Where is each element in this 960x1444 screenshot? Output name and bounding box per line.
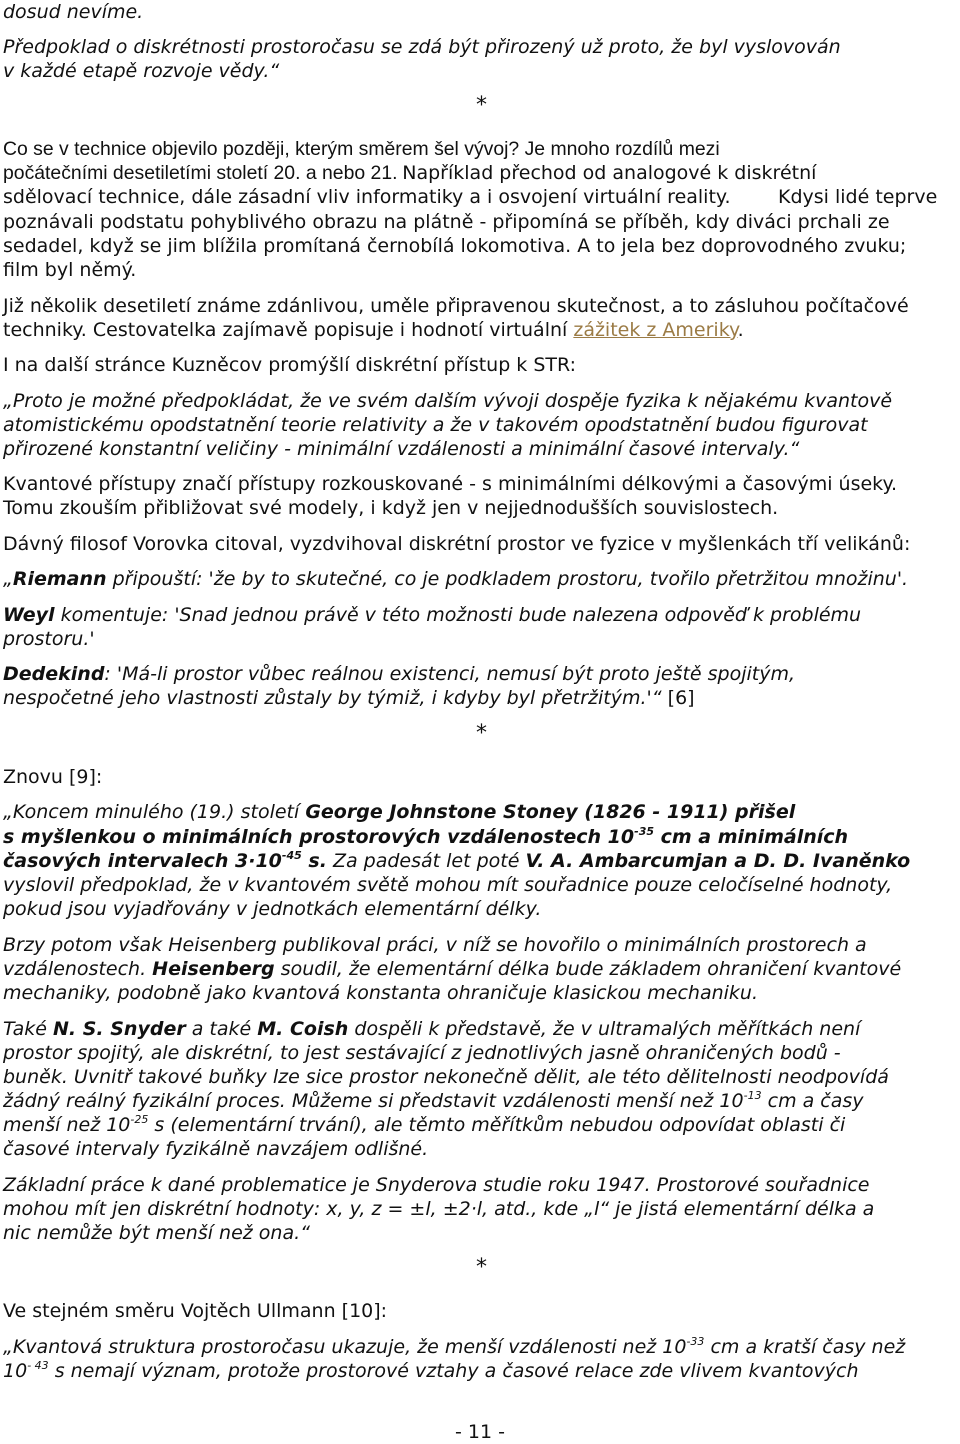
quote-line xyxy=(3,603,861,627)
text-line: Tomu zkouším přibližovat své modely, i když jen v nejjednodušších souvislostech. xyxy=(3,497,779,519)
quote-line: atomistickému opodstatnění teorie relativity a že v takovém opodstatnění budou figurovat xyxy=(3,414,868,436)
text-line: poznávali podstatu pohyblivého obrazu na plátně - připomíná se příběh, kdy diváci prchali ze xyxy=(3,211,890,233)
quote-line xyxy=(3,1359,859,1383)
text-span: cm a kratší časy než xyxy=(704,1336,906,1358)
quote-line: prostoru.' xyxy=(3,628,95,650)
quote-line xyxy=(3,1335,905,1359)
exponent: -25 xyxy=(130,1113,149,1126)
text-span: Kdysi lidé teprve xyxy=(778,186,938,208)
quote-line: buněk. Uvnitř takové buňky lze sice prostor nekonečně dělit, ale této dělitelnosti neodpovídá xyxy=(3,1066,889,1088)
quote-line: „Proto je možné předpokládat, že ve svém dalším vývoji dospěje fyzika k nějakému kvantově xyxy=(3,390,893,412)
text-line xyxy=(778,185,937,210)
text-span: cm a časy xyxy=(761,1090,864,1112)
text-span: Za padesát let poté xyxy=(326,850,526,872)
text-span: : 'Má-li prostor vůbec reálnou existenci, nemusí být proto ještě spojitým, xyxy=(104,663,796,685)
name-stoney: George Johnstone Stoney (1826 - 1911) přišel xyxy=(305,801,796,823)
quote-line xyxy=(3,662,795,686)
quote-line xyxy=(3,1113,845,1137)
text-span: připouští: 'že by to skutečné, co je podkladem prostoru, tvořilo přetržitou množinu'. xyxy=(106,568,909,590)
text-span: menší než 10 xyxy=(3,1114,131,1136)
quote-line xyxy=(3,686,695,710)
text-line: sdělovací technice, dále zásadní vliv informatiky a i osvojení virtuální reality. xyxy=(3,186,731,208)
text-line: film byl němý. xyxy=(3,259,137,281)
text-span: Také xyxy=(3,1018,53,1040)
quote-line xyxy=(3,849,910,873)
text-line: Kvantové přístupy značí přístupy rozkouskované - s minimálními délkovými a časovými úseky. xyxy=(3,473,898,495)
text-span: s myšlenkou o minimálních prostorových vzdálenostech 10 xyxy=(3,826,635,848)
exponent: -35 xyxy=(634,825,654,838)
text-span: dospěli k představě, že v ultramalých měřítkách není xyxy=(348,1018,861,1040)
text-span: žádný reálný fyzikální proces. Můžeme si představit vzdálenosti menší než 10 xyxy=(3,1090,744,1112)
quote-line: pokud jsou vyjadřovány v jednotkách elementární délky. xyxy=(3,898,542,920)
section-separator: * xyxy=(476,93,487,118)
quote-line: mechaniky, podobně jako kvantová konstanta ohraničuje klasickou mechaniku. xyxy=(3,982,758,1004)
quote-line xyxy=(3,1017,860,1041)
section-separator: * xyxy=(476,721,487,746)
text-line: Dávný filosof Vorovka citoval, vyzdvihoval diskrétní prostor ve fyzice v myšlenkách tří velikánů: xyxy=(3,533,911,555)
quote-line: časové intervaly fyzikálně navzájem odlišné. xyxy=(3,1138,429,1160)
quote-line: nic nemůže být menší než ona.“ xyxy=(3,1222,310,1244)
text-line: Znovu [9]: xyxy=(3,766,103,788)
quote-line: přirozené konstantní veličiny - minimální vzdálenosti a minimální časové intervaly.“ xyxy=(3,438,800,460)
text-span: s nemají význam, protože prostorové vztahy a časové relace zde vlivem kvantových xyxy=(48,1360,859,1382)
name-weyl: Weyl xyxy=(3,604,55,626)
text-line: I na další stránce Kuzněcov promýšlí diskrétní přístup k STR: xyxy=(3,354,577,376)
exponent: -33 xyxy=(686,1335,705,1348)
text-span: počátečními desetiletími století 20. a nebo 21. xyxy=(3,162,398,184)
name-snyder: N. S. Snyder xyxy=(53,1018,186,1040)
text-span: 10 xyxy=(3,1360,28,1382)
page-number: - 11 - xyxy=(455,1421,505,1443)
name-heisenberg: Heisenberg xyxy=(152,958,275,980)
exponent: -13 xyxy=(743,1089,762,1102)
quote-line: mohou mít jen diskrétní hodnoty: x, y, z = ±l, ±2·l, atd., kde „l“ je jistá elementární délka a xyxy=(3,1198,875,1220)
quote-line: Brzy potom však Heisenberg publikoval práci, v níž se hovořilo o minimálních prostorech a xyxy=(3,934,867,956)
quote-line: vyslovil předpoklad, že v kvantovém světě mohou mít souřadnice pouze celočíselné hodnoty, xyxy=(3,874,893,896)
text-span: . xyxy=(737,319,744,341)
exponent: -45 xyxy=(281,849,302,862)
quote-line: v každé etapě rozvoje vědy.“ xyxy=(3,60,280,82)
name-riemann: Riemann xyxy=(12,568,107,590)
text-span: s (elementární trvání), ale těmto měřítkům nebudou odpovídat oblasti či xyxy=(148,1114,846,1136)
text-line: dosud nevíme. xyxy=(3,1,144,23)
quote-line xyxy=(3,825,848,849)
section-separator: * xyxy=(476,1255,487,1280)
name-coish: M. Coish xyxy=(257,1018,349,1040)
exponent: - 43 xyxy=(27,1359,49,1372)
quote-line: prostor spojitý, ale diskrétní, to jest sestávající z jednotlivých jasně ohraničených bodů - xyxy=(3,1042,841,1064)
quote-line xyxy=(3,567,908,591)
text-span: s. xyxy=(301,850,327,872)
text-line: Co se v technice objevilo později, kterým směrem šel vývoj? Je mnoho rozdílů mezi xyxy=(3,138,720,160)
quote-line: Základní práce k dané problematice je Snyderova studie roku 1947. Prostorové souřadnice xyxy=(3,1174,870,1196)
text-span: komentuje: 'Snad jednou právě v této možnosti bude nalezena odpověď k problému xyxy=(54,604,862,626)
text-span: „Kvantová struktura prostoročasu ukazuje, že menší vzdálenosti než 10 xyxy=(3,1336,687,1358)
text-span: vzdálenostech. xyxy=(3,958,153,980)
text-line xyxy=(3,318,744,342)
quote-line xyxy=(3,800,795,824)
text-span: časových intervalech 3·10 xyxy=(3,850,282,872)
text-span: cm a minimálních xyxy=(654,826,849,848)
text-span: techniky. Cestovatelka zajímavě popisuje i hodnotí virtuální xyxy=(3,319,568,341)
text-line: Ve stejném směru Vojtěch Ullmann [10]: xyxy=(3,1300,388,1322)
amerika-link[interactable]: zážitek z Ameriky xyxy=(573,319,738,341)
text-line: Již několik desetiletí známe zdánlivou, uměle připravenou skutečnost, a to zásluhou počítačové xyxy=(3,295,909,317)
quote-line: Předpoklad o diskrétnosti prostoročasu se zdá být přirozený už proto, že byl vyslovován xyxy=(3,36,841,58)
text-span: nespočetné jeho vlastnosti zůstaly by týmiž, i kdyby byl přetržitým.'“ xyxy=(3,687,662,709)
text-span: soudil, že elementární délka bude základem ohraničení kvantové xyxy=(274,958,902,980)
text-line xyxy=(3,161,816,186)
quote-line xyxy=(3,957,901,981)
name-ambarcumjan-ivanenko: V. A. Ambarcumjan a D. D. Ivaněnko xyxy=(525,850,911,872)
text-span: „ xyxy=(3,568,13,590)
reference-6: [6] xyxy=(661,687,695,709)
text-line: sedadel, když se jim blížila promítaná černobílá lokomotiva. A to jela bez doprovodného zvuku; xyxy=(3,235,907,257)
text-span: „Koncem minulého (19.) století xyxy=(3,801,306,823)
name-dedekind: Dedekind xyxy=(3,663,105,685)
quote-line xyxy=(3,1089,864,1113)
text-span: a také xyxy=(185,1018,258,1040)
text-span: Například přechod od analogové k diskrétní xyxy=(402,162,817,184)
